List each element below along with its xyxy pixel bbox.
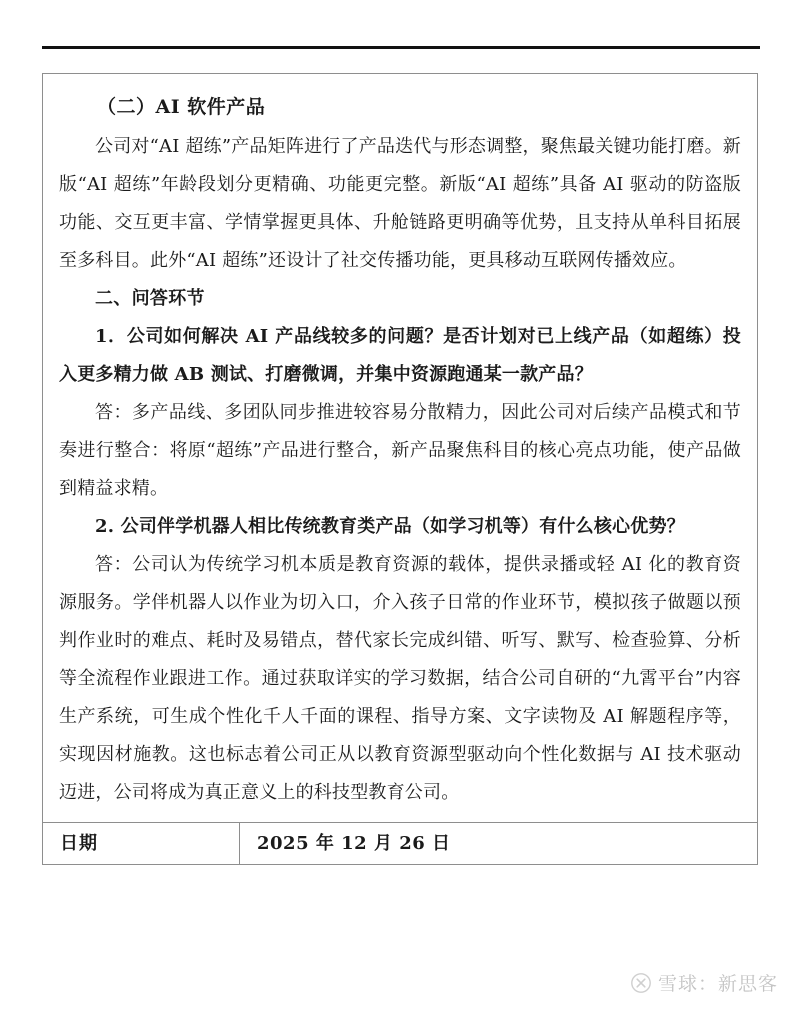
watermark-text: 雪球：新思客 <box>657 973 778 995</box>
qa-answer-1: 答：多产品线、多团队同步推进较容易分散精力，因此公司对后续产品模式和节奏进行整合：将原“超练”产品进行整合，新产品聚焦科目的核心亮点功能，使产品做到精益求精。 <box>59 402 741 499</box>
section-heading-ai-software-products: （二）AI 软件产品 <box>97 96 266 118</box>
footer-date-row <box>43 822 757 864</box>
footer-date-label: 日期 <box>43 823 240 864</box>
footer-date-value: 2025 年 12 月 26 日 <box>257 833 451 854</box>
document-frame <box>42 73 758 865</box>
xueqiu-logo-icon <box>630 972 652 994</box>
document-body-cell <box>43 74 757 822</box>
qa-question-1: 1．公司如何解决 AI 产品线较多的问题？是否计划对已上线产品（如超练）投入更多精力做 AB 测试、打磨微调，并集中资源跑通某一款产品？ <box>59 326 741 385</box>
qa-answer-2: 答：公司认为传统学习机本质是教育资源的载体，提供录播或轻 AI 化的教育资源服务。学伴机器人以作业为切入口，介入孩子日常的作业环节，模拟孩子做题以预判作业时的难点、耗时及易错点，替代家长完成纠错、听写、默写、检查验算、分析等全流程作业跟进工作。通过获取详实的学习数据，结合公司自研的“九霄平台”内容生产系统，可生成个性化千人千面的课程、指导方案、文字读物及 AI 解题程序等，实现因材施教。这也标志着公司正从以教育资源型驱动向个性化数据与 AI 技术驱动迈进，公司将成为真正意义上的科技型教育公司。 <box>59 554 741 803</box>
section-heading-qa: 二、问答环节 <box>95 288 205 309</box>
paragraph-ai-software-products: 公司对“AI 超练”产品矩阵进行了产品迭代与形态调整，聚焦最关键功能打磨。新版“AI 超练”年龄段划分更精确、功能更完整。新版“AI 超练”具备 AI 驱动的防盗版功能、交互更丰富、学情掌握更具体、升舱链路更明确等优势，且支持从单科目拓展至多科目。此外“AI 超练”还设计了社交传播功能，更具移动互联网传播效应。 <box>59 136 741 271</box>
qa-question-2: 2. 公司伴学机器人相比传统教育类产品（如学习机等）有什么核心优势？ <box>95 516 685 537</box>
header-divider-rule <box>42 46 760 49</box>
watermark <box>630 969 778 996</box>
